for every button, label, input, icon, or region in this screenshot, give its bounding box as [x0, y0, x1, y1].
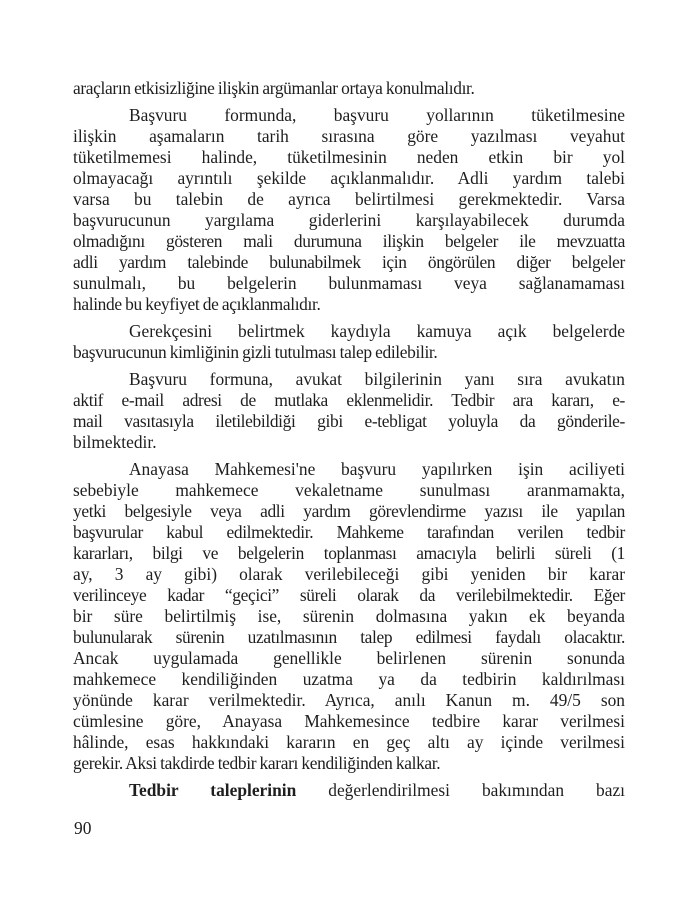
paragraph-3: [73, 321, 625, 363]
text-line: ilişkin aşamaların tarih sırasına göre yazılması veyahut: [73, 126, 625, 146]
text-line: olmayacağı ayrıntılı şekilde açıklanmalıdır. Adli yardım talebi: [73, 168, 625, 188]
paragraph-6: [73, 780, 625, 801]
text-line: halinde bu keyfiyet de açıklanmalıdır.: [73, 294, 321, 314]
text-line: hâlinde, esas hakkındaki kararın en geç altı ay içinde verilmesi: [73, 732, 625, 752]
text-line: Gerekçesini belirtmek kaydıyla kamuya açık belgelerde: [129, 321, 625, 341]
text-line: araçların etkisizliğine ilişkin argümanlar ortaya konulmalıdır.: [73, 78, 475, 98]
paragraph-2: [73, 105, 625, 315]
text-line: Başvuru formuna, avukat bilgilerinin yanı sıra avukatın: [129, 369, 625, 389]
text-line: Başvuru formunda, başvuru yollarının tüketilmesine: [129, 105, 625, 125]
text-line: [73, 780, 625, 801]
text-line: cümlesine göre, Anayasa Mahkemesince tedbire karar verilmesi: [73, 711, 625, 731]
text-line: verilinceye kadar “geçici” süreli olarak da verilebilmektedir. Eğer: [73, 585, 625, 605]
text-line: kararları, bilgi ve belgelerin toplanması amacıyla belirli süreli (1: [73, 543, 625, 563]
bold-heading-text: Tedbir taleplerinin: [129, 780, 297, 800]
text-line: Anayasa Mahkemesi'ne başvuru yapılırken işin aciliyeti: [129, 459, 625, 479]
paragraph-1: [73, 78, 625, 99]
text-line: Ancak uygulamada genellikle belirlenen sürenin sonunda: [73, 648, 625, 668]
text-line: sunulmalı, bu belgelerin bulunmaması veya sağlanamaması: [73, 273, 625, 293]
text-line: bilmektedir.: [73, 432, 157, 452]
text-line: ay, 3 ay gibi) olarak verilebileceği gibi yeniden bir karar: [73, 564, 625, 584]
text-line: olmadığını gösteren mali durumuna ilişkin belgeler ile mevzuatta: [73, 231, 625, 251]
text-fragment: değerlendirilmesi bakımından bazı: [296, 780, 625, 800]
text-line: yetki belgesiyle veya adli yardım görevlendirme yazısı ile yapılan: [73, 501, 625, 521]
text-line: gerekir. Aksi takdirde tedbir kararı kendiliğinden kalkar.: [73, 753, 441, 773]
text-line: bir süre belirtilmiş ise, sürenin dolmasına yakın ek beyanda: [73, 606, 625, 626]
text-line: başvurucunun kimliğinin gizli tutulması talep edilebilir.: [73, 342, 438, 362]
paragraph-5: [73, 459, 625, 774]
paragraph-4: [73, 369, 625, 453]
text-line: yönünde karar verilmektedir. Ayrıca, anılı Kanun m. 49/5 son: [73, 690, 625, 710]
text-line: bulunularak sürenin uzatılmasının talep edilmesi faydalı olacaktır.: [73, 627, 625, 647]
text-line: aktif e-mail adresi de mutlaka eklenmelidir. Tedbir ara kararı, e-: [73, 390, 625, 410]
text-line: başvurucunun yargılama giderlerini karşılayabilecek durumda: [73, 210, 625, 230]
text-line: sebebiyle mahkemece vekaletname sunulması aranmamakta,: [73, 480, 625, 500]
text-line: adli yardım talebinde bulunabilmek için öngörülen diğer belgeler: [73, 252, 625, 272]
page-number: 90: [74, 818, 92, 838]
text-line: mahkemece kendiliğinden uzatma ya da tedbirin kaldırılması: [73, 669, 625, 689]
text-line: başvurular kabul edilmektedir. Mahkeme tarafından verilen tedbir: [73, 522, 625, 542]
text-line: mail vasıtasıyla iletilebildiği gibi e-tebligat yoluyla da gönderile-: [73, 411, 625, 431]
text-line: tüketilmemesi halinde, tüketilmesinin neden etkin bir yol: [73, 147, 625, 167]
document-page: [73, 78, 625, 807]
text-line: varsa bu talebin de ayrıca belirtilmesi gerekmektedir. Varsa: [73, 189, 625, 209]
